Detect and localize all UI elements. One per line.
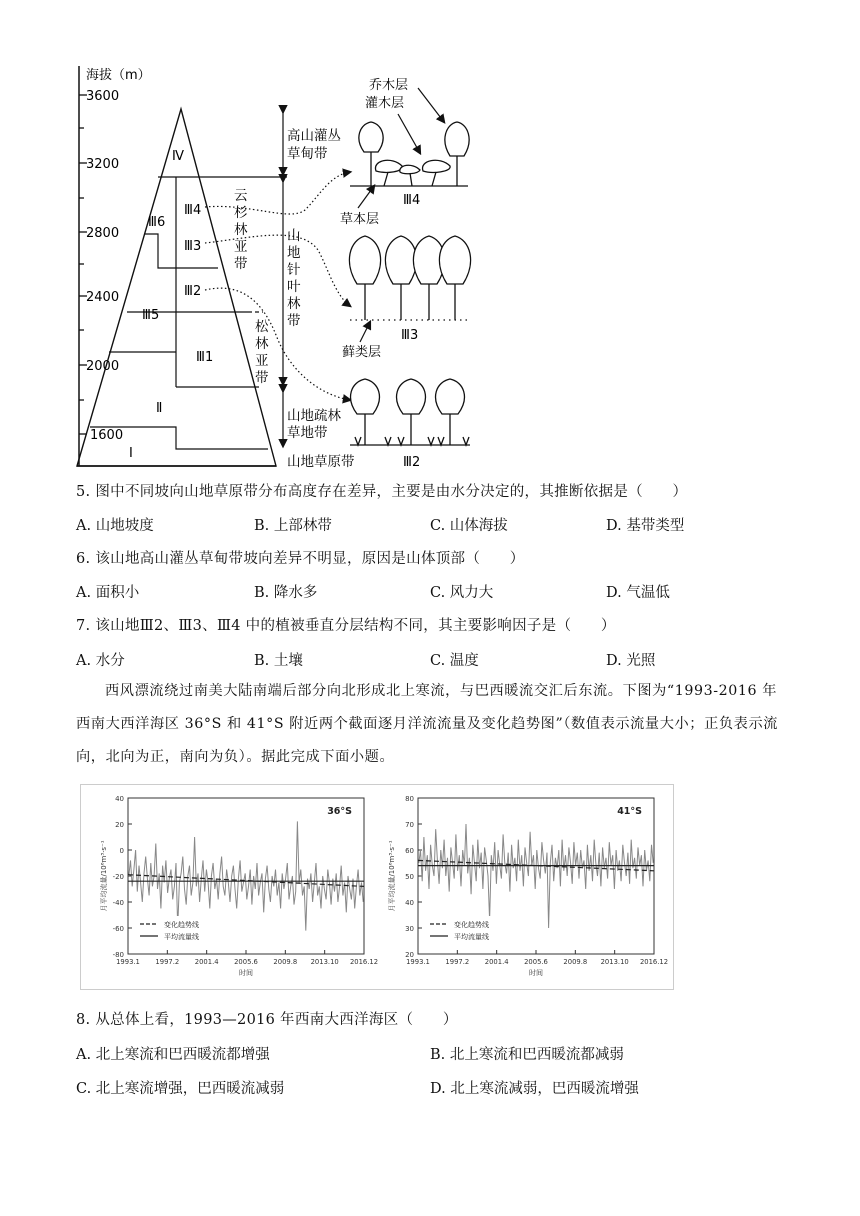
belt-alpine-line2: 草甸带	[287, 146, 328, 162]
x-tick-label-41s: 1997.2	[445, 958, 470, 966]
svg-text:地: 地	[287, 245, 301, 261]
x-tick-label-41s: 2009.8	[563, 958, 588, 966]
svg-text:云: 云	[234, 188, 248, 204]
herb-layer-arrow	[358, 186, 374, 208]
legend-trend-label-41s: 变化趋势线	[454, 921, 489, 929]
y-tick-label-41s: 40	[405, 899, 414, 907]
legend-trend-label-36s: 变化趋势线	[164, 921, 199, 929]
x-axis-label-36s: 时间	[239, 969, 253, 977]
svg-text:亚: 亚	[234, 239, 248, 255]
question-7-option-b[interactable]: B. 土壤	[254, 653, 303, 669]
tick-label-1600: 1600	[90, 428, 124, 443]
tick-label-2400: 2400	[86, 290, 120, 305]
zone-i-label: Ⅰ	[129, 446, 133, 461]
y-tick-label-41s: 70	[405, 821, 414, 829]
zone-ii-label: Ⅱ	[156, 401, 163, 416]
x-tick-label-36s: 2016.12	[349, 958, 379, 966]
question-8-option-d[interactable]: D. 北上寒流减弱，巴西暖流增强	[430, 1081, 639, 1097]
current-flow-charts	[80, 784, 674, 990]
svg-text:亚: 亚	[255, 353, 269, 369]
tick-label-2000: 2000	[86, 359, 120, 374]
legend-mean-label-36s: 平均流量线	[164, 933, 199, 941]
belt-sparse-line1: 山地疏林	[287, 408, 341, 424]
question-6-stem: 6. 该山地高山灌丛草甸带坡向差异不明显，原因是山体顶部（ ）	[76, 551, 525, 567]
y-tick-label-36s: -40	[112, 899, 124, 907]
y-tick-label-36s: -60	[112, 925, 124, 933]
zone-iii3-label: Ⅲ3	[184, 239, 202, 254]
belt-steppe: 山地草原带	[287, 454, 355, 470]
tick-label-3200: 3200	[86, 157, 120, 172]
svg-text:针: 针	[287, 262, 301, 278]
y-tick-label-36s: 40	[115, 795, 124, 803]
tick-label-2800: 2800	[86, 226, 120, 241]
label-shrub-layer: 灌木层	[365, 96, 405, 111]
y-tick-label-36s: 0	[119, 847, 124, 855]
inset-iii2-vegetation	[350, 379, 470, 445]
zone-iii6-label: Ⅲ6	[148, 215, 166, 230]
x-tick-label-36s: 2005.6	[234, 958, 258, 966]
inset-iii4-label: Ⅲ4	[403, 193, 421, 208]
question-6-option-a[interactable]: A. 面积小	[76, 585, 140, 601]
belt-sparse-line2: 草地带	[287, 425, 328, 441]
question-5-option-d[interactable]: D. 基带类型	[606, 518, 685, 534]
x-tick-label-41s: 2016.12	[639, 958, 669, 966]
label-moss-layer: 藓类层	[342, 345, 382, 360]
question-7-option-d[interactable]: D. 光照	[606, 653, 656, 669]
zone-iii4-label: Ⅲ4	[184, 203, 202, 218]
inset-iii3-vegetation	[349, 236, 470, 320]
passage-text: 西风漂流绕过南美大陆南端后部分向北形成北上寒流，与巴西暖流交汇后东流。下图为“1993-2016 年西南大西洋海区 36°S 和 41°S 附近两个截面逐月洋流流量及变化趋势图”（数值表示流量大小；正负表示流向，北向为正，南向为负）。据此完成下面小题。	[76, 683, 779, 765]
y-tick-label-36s: 20	[115, 821, 124, 829]
axis-ticks	[79, 95, 87, 434]
belt-pine-vertical	[255, 318, 269, 386]
altitude-axis-title: 海拔（m）	[86, 68, 151, 83]
question-7-option-a[interactable]: A. 水分	[76, 653, 125, 669]
svg-text:带: 带	[234, 256, 248, 272]
mountain-vegetation-figure	[70, 60, 490, 480]
svg-text:带: 带	[255, 370, 269, 386]
question-7-stem: 7. 该山地Ⅲ2、Ⅲ3、Ⅲ4 中的植被垂直分层结构不同，其主要影响因子是（ ）	[76, 618, 616, 634]
x-tick-label-41s: 2001.4	[484, 958, 509, 966]
svg-text:松: 松	[255, 319, 269, 335]
belt-spruce-vertical	[234, 188, 248, 272]
inset-iii3-label: Ⅲ3	[401, 328, 419, 343]
zone-iii5-label: Ⅲ5	[142, 308, 160, 323]
shrub-layer-arrow	[398, 114, 420, 153]
x-tick-label-36s: 2001.4	[194, 958, 219, 966]
y-tick-label-41s: 20	[405, 951, 414, 959]
question-8-option-b[interactable]: B. 北上寒流和巴西暖流都减弱	[430, 1047, 624, 1063]
y-tick-label-41s: 50	[405, 873, 414, 881]
moss-layer-arrow	[360, 322, 370, 342]
x-tick-label-41s: 1993.1	[406, 958, 430, 966]
zone-iii1-label: Ⅲ1	[196, 350, 214, 365]
label-herb-layer: 草本层	[340, 212, 380, 227]
question-5-stem: 5. 图中不同坡向山地草原带分布高度存在差异，主要是由水分决定的，其推断依据是（ ）	[76, 484, 688, 500]
x-tick-label-41s: 2005.6	[524, 958, 548, 966]
question-6-option-c[interactable]: C. 风力大	[430, 585, 494, 601]
belt-conifer-vertical	[287, 228, 301, 329]
x-tick-label-36s: 1997.2	[155, 958, 180, 966]
inset-iii4-vegetation	[350, 122, 469, 186]
question-5-option-a[interactable]: A. 山地坡度	[76, 518, 154, 534]
question-6-option-b[interactable]: B. 降水多	[254, 585, 318, 601]
question-8-stem: 8. 从总体上看，1993—2016 年西南大西洋海区（ ）	[76, 1012, 458, 1028]
legend-mean-label-41s: 平均流量线	[454, 933, 489, 941]
svg-text:林: 林	[287, 296, 301, 312]
x-tick-label-36s: 2009.8	[273, 958, 298, 966]
question-5-option-b[interactable]: B. 上部林带	[254, 518, 332, 534]
label-tree-layer: 乔木层	[369, 78, 409, 93]
x-tick-label-36s: 1993.1	[116, 958, 140, 966]
tree-layer-arrow	[418, 88, 444, 122]
question-6-option-d[interactable]: D. 气温低	[606, 585, 670, 601]
tick-label-3600: 3600	[86, 89, 120, 104]
y-tick-label-36s: -20	[112, 873, 124, 881]
x-axis-label-41s: 时间	[529, 969, 543, 977]
zone-iv-label: Ⅳ	[172, 149, 184, 164]
zone-iii2-label: Ⅲ2	[184, 284, 202, 299]
inset-iii2-label: Ⅲ2	[403, 455, 421, 470]
svg-text:山: 山	[287, 228, 301, 244]
y-axis-label-41s: 月平均流量/10⁶m³·s⁻¹	[388, 840, 396, 912]
y-tick-label-41s: 60	[405, 847, 414, 855]
x-tick-label-36s: 2013.10	[310, 958, 339, 966]
y-tick-label-36s: -80	[112, 951, 124, 959]
svg-text:杉: 杉	[234, 205, 248, 221]
belt-alpine-line1: 高山灌丛	[287, 128, 341, 144]
chart-title-36s: 36°S	[327, 806, 352, 817]
y-axis-label-36s: 月平均流量/10⁶m³·s⁻¹	[100, 840, 108, 912]
svg-text:叶: 叶	[287, 279, 301, 295]
x-tick-label-41s: 2013.10	[600, 958, 629, 966]
question-7-option-c[interactable]: C. 温度	[430, 653, 479, 669]
question-5-option-c[interactable]: C. 山体海拔	[430, 518, 508, 534]
svg-text:带: 带	[287, 313, 301, 329]
y-tick-label-41s: 30	[405, 925, 414, 933]
chart-title-41s: 41°S	[617, 806, 642, 817]
svg-text:林: 林	[234, 222, 248, 238]
y-tick-label-41s: 80	[405, 795, 414, 803]
dotted-connectors	[205, 172, 350, 400]
question-8-option-a[interactable]: A. 北上寒流和巴西暖流都增强	[76, 1047, 270, 1063]
svg-text:林: 林	[255, 336, 269, 352]
question-8-option-c[interactable]: C. 北上寒流增强，巴西暖流减弱	[76, 1081, 285, 1097]
